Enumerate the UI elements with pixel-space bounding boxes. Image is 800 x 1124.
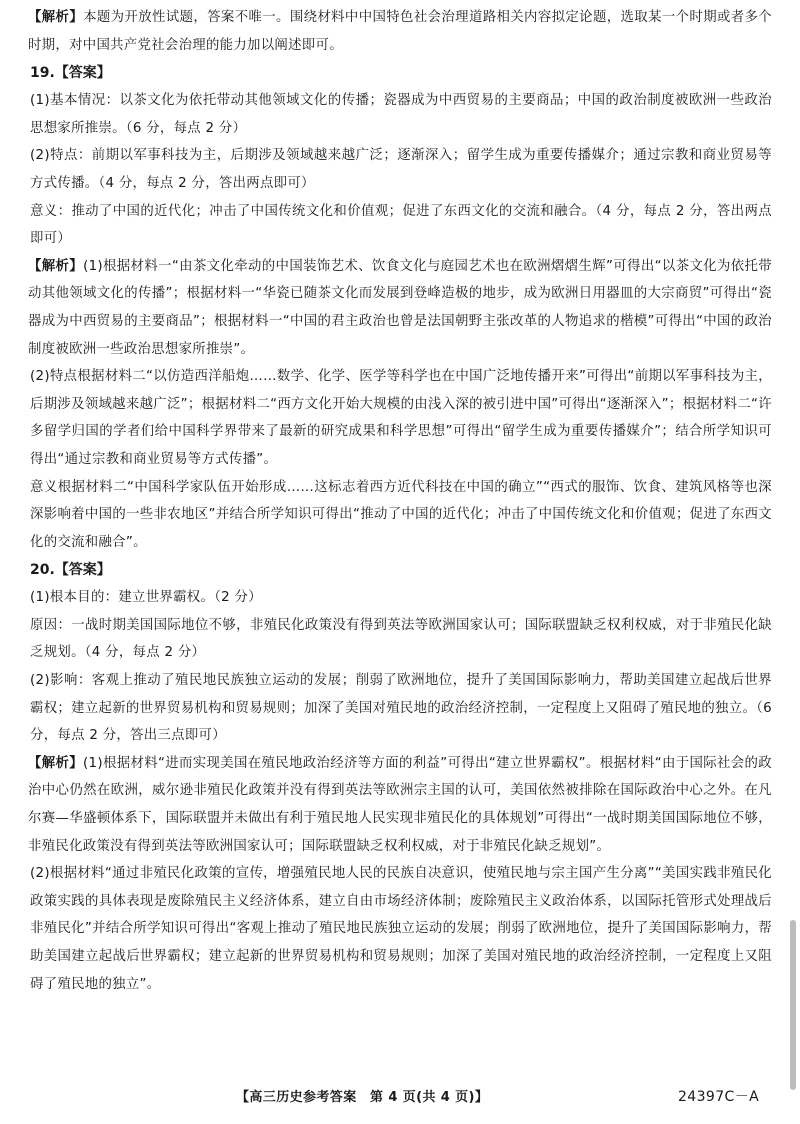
scrollbar-thumb[interactable] bbox=[790, 920, 796, 1090]
q20-explanation-1-text: (1)根据材料“进而实现美国在殖民地政治经济等方面的利益”可得出“建立世界霸权”。根据材料“由于国际社会的政治中心仍然在欧洲，威尔逊非殖民化政策并没有得到英法等欧洲宗主国的认可，美国依然被排除在国际政治中心之外。在凡尔赛—华盛顿体系下，国际联盟并未做出有利于殖民地人民实现非殖民化的具体规划”可得出“一战时期美国国际地位不够，非殖民化政策没有得到英法等欧洲国家认可；国际联盟缺乏权利权威，对于非殖民化缺乏规划”。 bbox=[28, 755, 772, 854]
q20-answer-3: (2)影响：客观上推动了殖民地民族独立运动的发展；削弱了欧洲地位，提升了美国国际影响力，帮助美国建立起战后世界霸权；建立起新的世界贸易机构和贸易规则；加深了美国对殖民地的政治经济控制，一定程度上又阻碍了殖民地的独立。（6 分，每点 2 分，答出三点即可） bbox=[30, 673, 772, 744]
q19-answer-2: (2)特点：前期以军事科技为主，后期涉及领域越来越广泛；逐渐深入；留学生成为重要传播媒介；通过宗教和商业贸易等方式传播。（4 分，每点 2 分，答出两点即可） bbox=[30, 148, 772, 191]
q19-answer-1: (1)基本情况：以茶文化为依托带动其他领域文化的传播；瓷器成为中西贸易的主要商品；中国的政治制度被欧洲一些政治思想家所推崇。（6 分，每点 2 分） bbox=[30, 93, 772, 136]
q20-answer-1: (1)根本目的：建立世界霸权。（2 分） bbox=[30, 590, 262, 606]
q20-answer-2: 原因：一战时期美国国际地位不够，非殖民化政策没有得到英法等欧洲国家认可；国际联盟缺乏权利权威，对于非殖民化缺乏规划。（4 分，每点 2 分） bbox=[30, 617, 772, 661]
analysis-tag: 【解析】 bbox=[28, 258, 84, 274]
analysis-18-text: 本题为开放性试题，答案不唯一。围绕材料中中国特色社会治理道路相关内容拟定论题，选取某一个时期或者多个时期，对中国共产党社会治理的能力加以阐述即可。 bbox=[28, 10, 772, 53]
q19-explanation-3: 意义根据材料二“中国科学家队伍开始形成……这标志着西方近代科技在中国的确立”“西式的服饰、饮食、建筑风格等也深深影响着中国的一些非农地区”并结合所学知识可得出“推动了中国的近代化；冲击了中国传统文化和价值观；促进了东西文化的交流和融合”。 bbox=[30, 479, 772, 550]
q19-explanation-1 bbox=[28, 253, 772, 363]
footer-code: 24397C－A bbox=[678, 1089, 760, 1105]
analysis-tag: 【解析】 bbox=[28, 755, 84, 771]
q20-explanation-2: (2)根据材料“通过非殖民化政策的宣传，增强殖民地人民的民族自决意识，使殖民地与宗主国产生分离”“美国实践非殖民化政策实践的具体表现是废除殖民主义经济体系，建立自由市场经济体制；废除殖民主义政治体系，以国际托管形式处理战后非殖民化”并结合所学知识可得出“客观上推动了殖民地民族独立运动的发展；削弱了欧洲地位，提升了美国国际影响力，帮助美国建立起战后世界霸权；建立起新的世界贸易机构和贸易规则；加深了美国对殖民地的政治经济控制，一定程度上又阻碍了殖民地的独立”。 bbox=[30, 866, 773, 992]
analysis-tag: 【解析】 bbox=[28, 10, 84, 25]
page-footer bbox=[0, 1080, 800, 1114]
analysis-18 bbox=[28, 4, 772, 59]
footer-title: 【高三历史参考答案 第 4 页(共 4 页)】 bbox=[236, 1090, 489, 1105]
q19-explanation-1-text: (1)根据材料一“由茶文化牵动的中国装饰艺术、饮食文化与庭园艺术也在欧洲熠熠生辉”可得出“以茶文化为依托带动其他领域文化的传播”；根据材料一“华瓷已随茶文化而发展到登峰造极的地步，成为欧洲日用器皿的大宗商贸”可得出“瓷器成为中西贸易的主要商品”；根据材料一“中国的君主政治也曾是法国朝野主张改革的人物追求的楷模”可得出“中国的政治制度被欧洲一些政治思想家所推崇”。 bbox=[28, 258, 772, 357]
question-19-header: 19.【答案】 bbox=[30, 65, 111, 82]
q20-explanation-1 bbox=[28, 750, 772, 860]
question-20-header: 20.【答案】 bbox=[30, 562, 111, 579]
q19-explanation-2: (2)特点根据材料二“以仿造西洋船炮……数学、化学、医学等科学也在中国广泛地传播开来”可得出“前期以军事科技为主，后期涉及领域越来越广泛”；根据材料二“西方文化开始大规模的由浅入深的被引进中国”可得出“逐渐深入”；根据材料二“许多留学归国的学者们给中国科学界带来了最新的研究成果和科学思想”可得出“留学生成为重要传播媒介”；结合所学知识可得出“通过宗教和商业贸易等方式传播”。 bbox=[30, 369, 772, 467]
q19-answer-3: 意义：推动了中国的近代化；冲击了中国传统文化和价值观；促进了东西文化的交流和融合。（4 分，每点 2 分，答出两点即可） bbox=[30, 203, 772, 247]
